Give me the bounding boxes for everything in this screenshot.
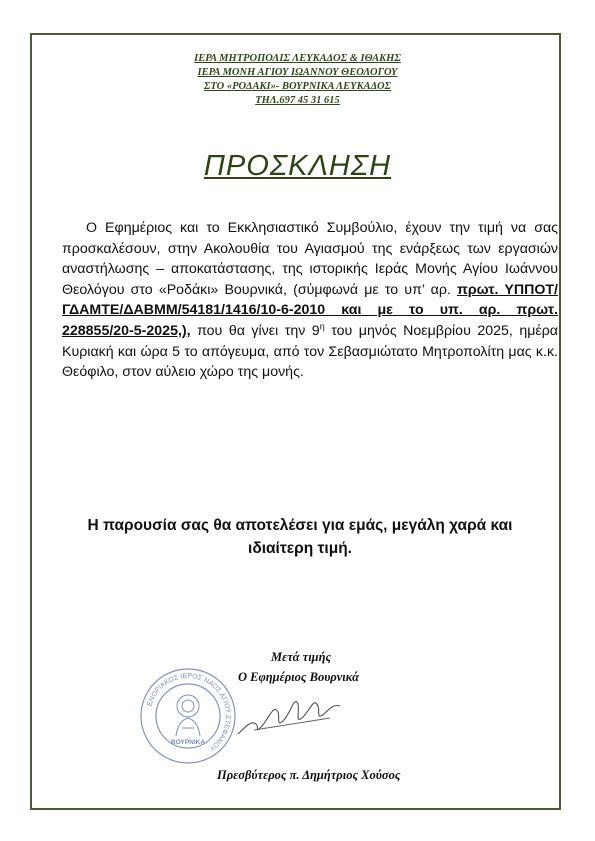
protocol-reference: πρωτ. ΥΠΠΟΤ/ΓΔΑΜΤΕ/ΔΑΒΜΜ/54181/1416/10-6-2010 και με το υπ. αρ. πρωτ. 228855/20-5-2025,), — [62, 281, 558, 339]
body-text-details: του μηνός Νοεμβρίου 2025, ημέρα Κυριακή και ώρα 5 το απόγευμα, από τον Σεβασμιώτατο Μητροπολίτη μας κ.κ. Θεόφιλο, στον αύλειο χώρο της μονής. — [62, 322, 558, 381]
body-text-intro: Ο Εφημέριος και το Εκκλησιαστικό Συμβούλιο, έχουν την τιμή να σας προσκαλέσουν, στην Ακολουθία του Αγιασμού της ενάρξεως των εργασιών αναστήλωσης – αποκατάστασης, της ιστορικής Ιεράς Μονής Αγίου Ιωάννου Θεολόγου στο «Ροδάκι» Βουρνικά, (σύμφωνά με το υπ’ αρ. — [62, 220, 558, 298]
closing-statement — [40, 514, 560, 560]
closing-line-1: Η παρουσία σας θα αποτελέσει για εμάς, μεγάλη χαρά και — [87, 517, 513, 534]
letterhead-phone: ΤΗΛ.697 45 31 615 — [255, 95, 340, 106]
body-text-date: που θα γίνει την 9 — [190, 322, 320, 339]
signer-role: Ο Εφημέριος Βουρνικά — [238, 670, 360, 684]
regards-text: Μετά τιμής — [271, 650, 332, 664]
saint-icon — [176, 695, 200, 736]
letterhead-metropolis: ΙΕΡΑ ΜΗΤΡΟΠΟΛΙΣ ΛΕΥΚΑΔΟΣ & ΙΘΑΚΗΣ — [194, 53, 401, 64]
ordinal-superscript: η — [319, 321, 325, 332]
church-stamp — [138, 666, 238, 766]
letterhead-location: ΣΤΟ «ΡΟΔΑΚΙ»- ΒΟΥΡΝΙΚΑ ΛΕΥΚΑΔΟΣ — [203, 81, 392, 92]
handwritten-signature — [234, 690, 344, 742]
document-title: ΠΡΟΣΚΛΗΣΗ — [203, 150, 392, 182]
letterhead-monastery: ΙΕΡΑ ΜΟΝΗ ΑΓΙΟΥ ΙΩΑΝΝΟΥ ΘΕΟΛΟΓΟΥ — [197, 67, 398, 78]
letterhead — [0, 52, 595, 108]
signer-name: Πρεσβύτερος π. Δημήτριος Χούσος — [217, 768, 401, 782]
invitation-body — [62, 218, 558, 383]
stamp-ring-text: ΕΝΟΡΙΑΚΟΣ ΙΕΡΟΣ ΝΑΟΣ ΑΓΙΟΥ ΣΤΕΦΑΝΟΥ — [146, 672, 232, 752]
stamp-bottom-text: ΒΟΥΡΝΙΚΑ — [170, 739, 206, 746]
closing-line-2: ιδιαίτερη τιμή. — [248, 540, 352, 557]
